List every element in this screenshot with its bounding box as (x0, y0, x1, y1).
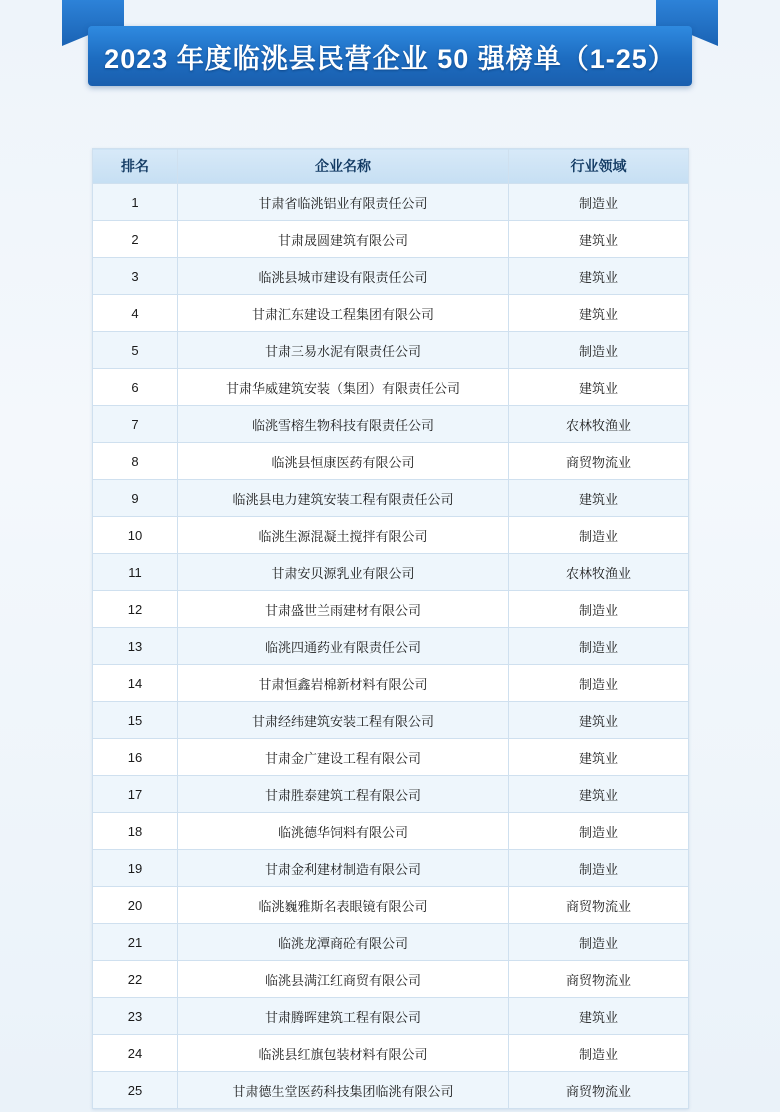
cell-company-name: 临洮生源混凝土搅拌有限公司 (178, 517, 509, 554)
cell-rank: 14 (93, 665, 178, 702)
cell-company-name: 甘肃腾晖建筑工程有限公司 (178, 998, 509, 1035)
cell-rank: 15 (93, 702, 178, 739)
table-header-row (93, 149, 689, 184)
cell-industry-field: 建筑业 (509, 480, 689, 517)
banner-bar (88, 26, 692, 86)
cell-industry-field: 商贸物流业 (509, 961, 689, 998)
cell-industry-field: 制造业 (509, 184, 689, 221)
table-row (93, 443, 689, 480)
cell-industry-field: 建筑业 (509, 776, 689, 813)
cell-rank: 9 (93, 480, 178, 517)
cell-rank: 5 (93, 332, 178, 369)
cell-rank: 4 (93, 295, 178, 332)
cell-industry-field: 建筑业 (509, 998, 689, 1035)
cell-industry-field: 制造业 (509, 628, 689, 665)
cell-rank: 6 (93, 369, 178, 406)
column-header-company-name: 企业名称 (178, 149, 509, 184)
cell-company-name: 甘肃胜泰建筑工程有限公司 (178, 776, 509, 813)
cell-industry-field: 农林牧渔业 (509, 554, 689, 591)
cell-industry-field: 制造业 (509, 924, 689, 961)
cell-rank: 7 (93, 406, 178, 443)
cell-company-name: 甘肃省临洮铝业有限责任公司 (178, 184, 509, 221)
cell-rank: 18 (93, 813, 178, 850)
cell-industry-field: 制造业 (509, 332, 689, 369)
table-body (93, 184, 689, 1109)
page-title: 2023 年度临洮县民营企业 50 强榜单（1-25） (104, 43, 676, 74)
table-row (93, 1035, 689, 1072)
cell-rank: 11 (93, 554, 178, 591)
cell-industry-field: 农林牧渔业 (509, 406, 689, 443)
ranking-table-area (92, 148, 688, 1109)
table-row (93, 1072, 689, 1109)
table-row (93, 221, 689, 258)
cell-industry-field: 商贸物流业 (509, 887, 689, 924)
table-row (93, 369, 689, 406)
table-row (93, 517, 689, 554)
cell-company-name: 甘肃晟圆建筑有限公司 (178, 221, 509, 258)
table-row (93, 406, 689, 443)
table-row (93, 628, 689, 665)
table-header (93, 149, 689, 184)
cell-rank: 24 (93, 1035, 178, 1072)
cell-company-name: 临洮四通药业有限责任公司 (178, 628, 509, 665)
cell-company-name: 临洮县电力建筑安装工程有限责任公司 (178, 480, 509, 517)
cell-industry-field: 建筑业 (509, 739, 689, 776)
column-header-rank: 排名 (93, 149, 178, 184)
cell-company-name: 临洮巍雅斯名表眼镜有限公司 (178, 887, 509, 924)
cell-rank: 25 (93, 1072, 178, 1109)
table-row (93, 184, 689, 221)
cell-rank: 13 (93, 628, 178, 665)
table-row (93, 332, 689, 369)
cell-company-name: 甘肃盛世兰雨建材有限公司 (178, 591, 509, 628)
cell-company-name: 甘肃金利建材制造有限公司 (178, 850, 509, 887)
cell-industry-field: 制造业 (509, 665, 689, 702)
table-row (93, 480, 689, 517)
column-header-industry-field: 行业领域 (509, 149, 689, 184)
cell-rank: 22 (93, 961, 178, 998)
cell-company-name: 临洮雪榕生物科技有限责任公司 (178, 406, 509, 443)
cell-company-name: 临洮县城市建设有限责任公司 (178, 258, 509, 295)
cell-industry-field: 建筑业 (509, 369, 689, 406)
cell-company-name: 甘肃恒鑫岩棉新材料有限公司 (178, 665, 509, 702)
cell-company-name: 临洮龙潭商砼有限公司 (178, 924, 509, 961)
cell-company-name: 临洮县红旗包装材料有限公司 (178, 1035, 509, 1072)
cell-rank: 2 (93, 221, 178, 258)
cell-company-name: 甘肃三易水泥有限责任公司 (178, 332, 509, 369)
cell-company-name: 甘肃华威建筑安装（集团）有限责任公司 (178, 369, 509, 406)
cell-industry-field: 制造业 (509, 850, 689, 887)
cell-rank: 10 (93, 517, 178, 554)
cell-company-name: 甘肃汇东建设工程集团有限公司 (178, 295, 509, 332)
table-row (93, 702, 689, 739)
cell-rank: 23 (93, 998, 178, 1035)
table-row (93, 961, 689, 998)
cell-rank: 20 (93, 887, 178, 924)
cell-industry-field: 建筑业 (509, 295, 689, 332)
cell-industry-field: 商贸物流业 (509, 443, 689, 480)
table-row (93, 887, 689, 924)
cell-company-name: 甘肃德生堂医药科技集团临洮有限公司 (178, 1072, 509, 1109)
cell-industry-field: 建筑业 (509, 258, 689, 295)
cell-rank: 3 (93, 258, 178, 295)
cell-rank: 19 (93, 850, 178, 887)
cell-company-name: 甘肃经纬建筑安装工程有限公司 (178, 702, 509, 739)
table-row (93, 591, 689, 628)
cell-rank: 17 (93, 776, 178, 813)
cell-rank: 21 (93, 924, 178, 961)
cell-industry-field: 制造业 (509, 591, 689, 628)
ranking-table (92, 148, 689, 1109)
table-row (93, 295, 689, 332)
table-row (93, 258, 689, 295)
table-row (93, 813, 689, 850)
cell-rank: 1 (93, 184, 178, 221)
banner (0, 0, 780, 108)
table-row (93, 998, 689, 1035)
cell-company-name: 甘肃金广建设工程有限公司 (178, 739, 509, 776)
table-row (93, 776, 689, 813)
cell-industry-field: 制造业 (509, 813, 689, 850)
cell-company-name: 临洮德华饲料有限公司 (178, 813, 509, 850)
cell-company-name: 临洮县恒康医药有限公司 (178, 443, 509, 480)
table-row (93, 739, 689, 776)
cell-industry-field: 建筑业 (509, 221, 689, 258)
cell-industry-field: 商贸物流业 (509, 1072, 689, 1109)
cell-industry-field: 制造业 (509, 517, 689, 554)
table-row (93, 554, 689, 591)
cell-company-name: 甘肃安贝源乳业有限公司 (178, 554, 509, 591)
cell-industry-field: 建筑业 (509, 702, 689, 739)
cell-rank: 16 (93, 739, 178, 776)
table-row (93, 850, 689, 887)
cell-company-name: 临洮县满江红商贸有限公司 (178, 961, 509, 998)
table-row (93, 665, 689, 702)
table-row (93, 924, 689, 961)
cell-industry-field: 制造业 (509, 1035, 689, 1072)
cell-rank: 12 (93, 591, 178, 628)
cell-rank: 8 (93, 443, 178, 480)
